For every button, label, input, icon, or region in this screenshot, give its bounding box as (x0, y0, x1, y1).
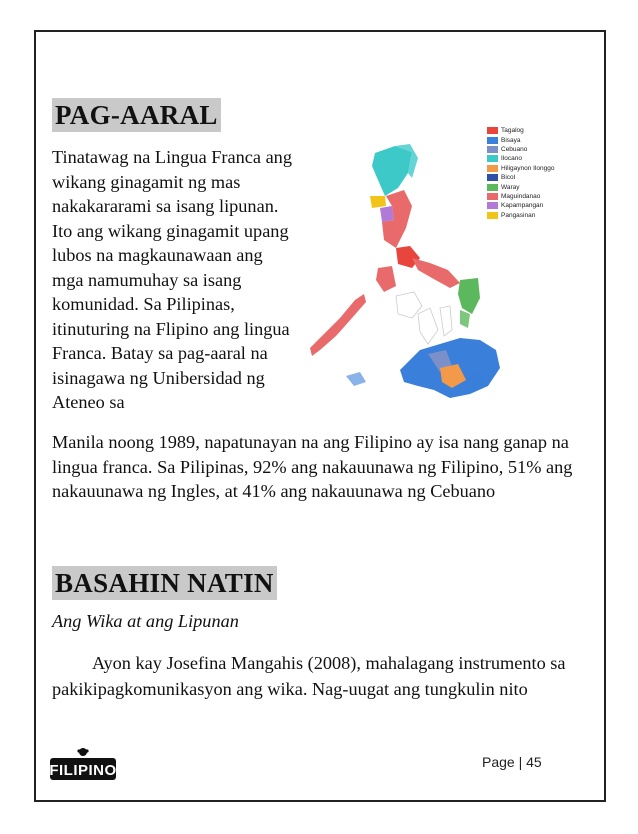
map-region-sulu (346, 372, 366, 386)
legend-item (487, 145, 589, 154)
map-region-waray (458, 278, 480, 314)
map-region-negros (418, 308, 438, 344)
legend-swatch (487, 212, 498, 219)
legend-swatch (487, 202, 498, 209)
legend-swatch (487, 137, 498, 144)
legend-swatch (487, 146, 498, 153)
legend-swatch (487, 193, 498, 200)
page-number: Page | 45 (482, 754, 542, 770)
intro-paragraph-bottom: Manila noong 1989, napatunayan na ang Filipino ay isa nang ganap na lingua franca. Sa Pilipinas, 92% ang nakauunawa ng Filipino, 51% ang nakauunawa ng Ingles, at 41% ang nakauunawa ng Cebuano (52, 432, 573, 501)
filipino-logo (48, 746, 118, 782)
legend-label: Cebuano (501, 145, 528, 153)
map-region-cebu (440, 306, 452, 336)
page-border-bottom (34, 800, 606, 802)
legend-item (487, 164, 589, 173)
map-region-leyte (460, 310, 470, 328)
legend-label: Pangasinan (501, 211, 536, 219)
legend-swatch (487, 174, 498, 181)
legend-item (487, 192, 589, 201)
map-region-palawan (310, 294, 366, 356)
legend-item (487, 126, 589, 135)
section2-paragraph: Ayon kay Josefina Mangahis (2008), mahalagang instrumento sa pakikipagkomunikasyon ang wika. Nag-uugat ang tungkulin nito (52, 653, 566, 699)
logo-text: FILIPINO (49, 762, 117, 779)
legend-swatch (487, 165, 498, 172)
map-legend (487, 126, 589, 220)
page-border-right (604, 30, 606, 802)
legend-item (487, 173, 589, 182)
legend-swatch (487, 127, 498, 134)
section-heading-basahin-natin: BASAHIN NATIN (52, 566, 277, 600)
legend-label: Bisaya (501, 136, 521, 144)
legend-item (487, 211, 589, 220)
legend-label: Ilocano (501, 155, 522, 163)
page-border-top (34, 30, 606, 32)
legend-swatch (487, 155, 498, 162)
legend-item (487, 154, 589, 163)
map-region-mindoro (376, 266, 396, 292)
map-region-bicol (412, 258, 460, 288)
legend-label: Maguindanao (501, 192, 541, 200)
legend-label: Waray (501, 183, 520, 191)
map-region-pangasinan (370, 196, 386, 208)
legend-label: Bicol (501, 174, 516, 182)
legend-item (487, 201, 589, 210)
intro-paragraph-top: Tinatawag na Lingua Franca ang wikang ginagamit ng mas nakakararami sa isang lipunan. Ito ang wikang ginagamit upang lubos na magkaunawaan ang mga namumuhay sa isang komunidad. Sa Pilipinas, itinuturing na Flipino ang lingua Franca. Batay sa pag-aaral na isinagawa ng Unibersidad ng Ateneo sa (52, 147, 292, 412)
map-region-ilocano (372, 146, 412, 196)
legend-label: Hiligaynon Ilonggo (501, 164, 555, 172)
legend-item (487, 135, 589, 144)
legend-label: Kapampangan (501, 202, 544, 210)
legend-item (487, 182, 589, 191)
map-region-kapampangan (380, 206, 394, 222)
page-border-left (34, 30, 36, 802)
legend-label: Tagalog (501, 127, 524, 135)
section-subtitle: Ang Wika at ang Lipunan (52, 611, 239, 631)
section-heading-pag-aaral: PAG-AARAL (52, 98, 221, 132)
legend-swatch (487, 184, 498, 191)
